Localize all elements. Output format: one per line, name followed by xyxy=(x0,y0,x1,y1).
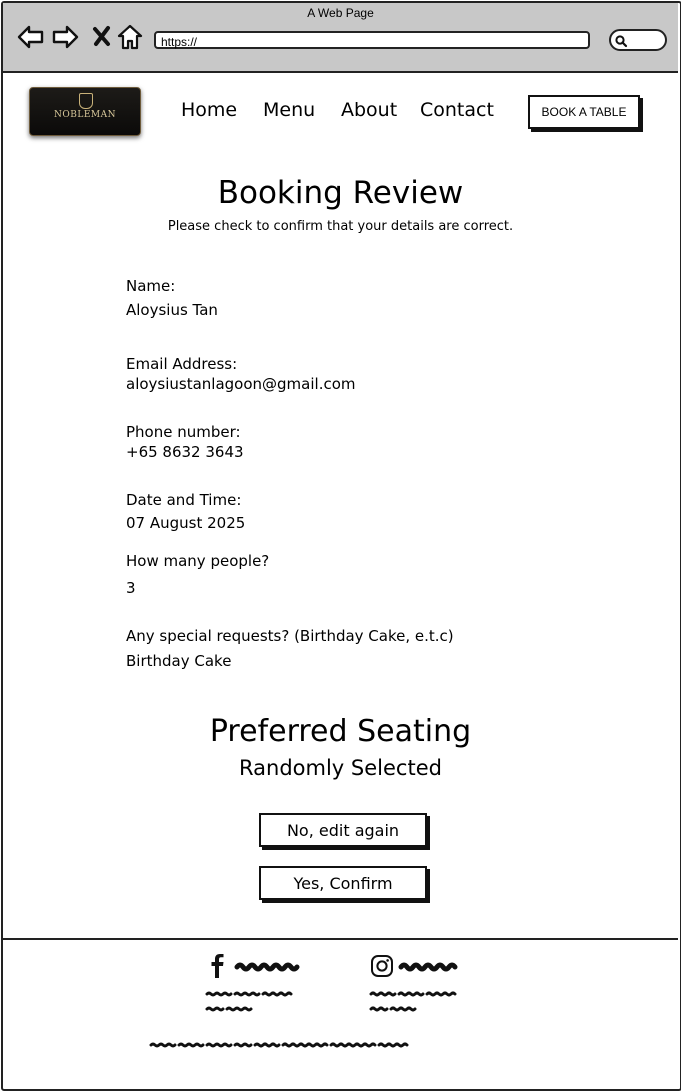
nav-about[interactable]: About xyxy=(341,99,398,121)
nav-contact[interactable]: Contact xyxy=(420,99,494,121)
party-size-value: 3 xyxy=(126,579,136,597)
phone-label: Phone number: xyxy=(126,423,241,441)
party-size-label: How many people? xyxy=(126,552,270,570)
name-label: Name: xyxy=(126,277,176,295)
special-requests-value: Birthday Cake xyxy=(126,652,232,670)
name-value: Aloysius Tan xyxy=(126,301,218,319)
url-bar[interactable]: https:// xyxy=(154,31,590,49)
edit-again-button[interactable]: No, edit again xyxy=(259,813,427,847)
special-requests-label: Any special requests? (Birthday Cake, e.t.c) xyxy=(126,627,454,645)
nav-menu[interactable]: Menu xyxy=(263,99,316,121)
page-subtitle: Please check to confirm that your details are correct. xyxy=(167,219,514,234)
seating-value: Randomly Selected xyxy=(239,756,442,780)
datetime-label: Date and Time: xyxy=(126,491,242,509)
window-title: A Web Page xyxy=(307,6,374,20)
page-title: Booking Review xyxy=(217,175,464,211)
confirm-button[interactable]: Yes, Confirm xyxy=(259,866,427,900)
logo-brand-text: NOBLEMAN xyxy=(53,110,116,120)
phone-value: +65 8632 3643 xyxy=(126,443,244,461)
seating-title: Preferred Seating xyxy=(209,714,472,749)
book-table-button[interactable]: BOOK A TABLE xyxy=(528,95,640,129)
email-label: Email Address: xyxy=(126,355,238,373)
datetime-value: 07 August 2025 xyxy=(126,514,246,532)
email-value: aloysiustanlagoon@gmail.com xyxy=(126,375,356,393)
nav-home[interactable]: Home xyxy=(181,99,238,121)
